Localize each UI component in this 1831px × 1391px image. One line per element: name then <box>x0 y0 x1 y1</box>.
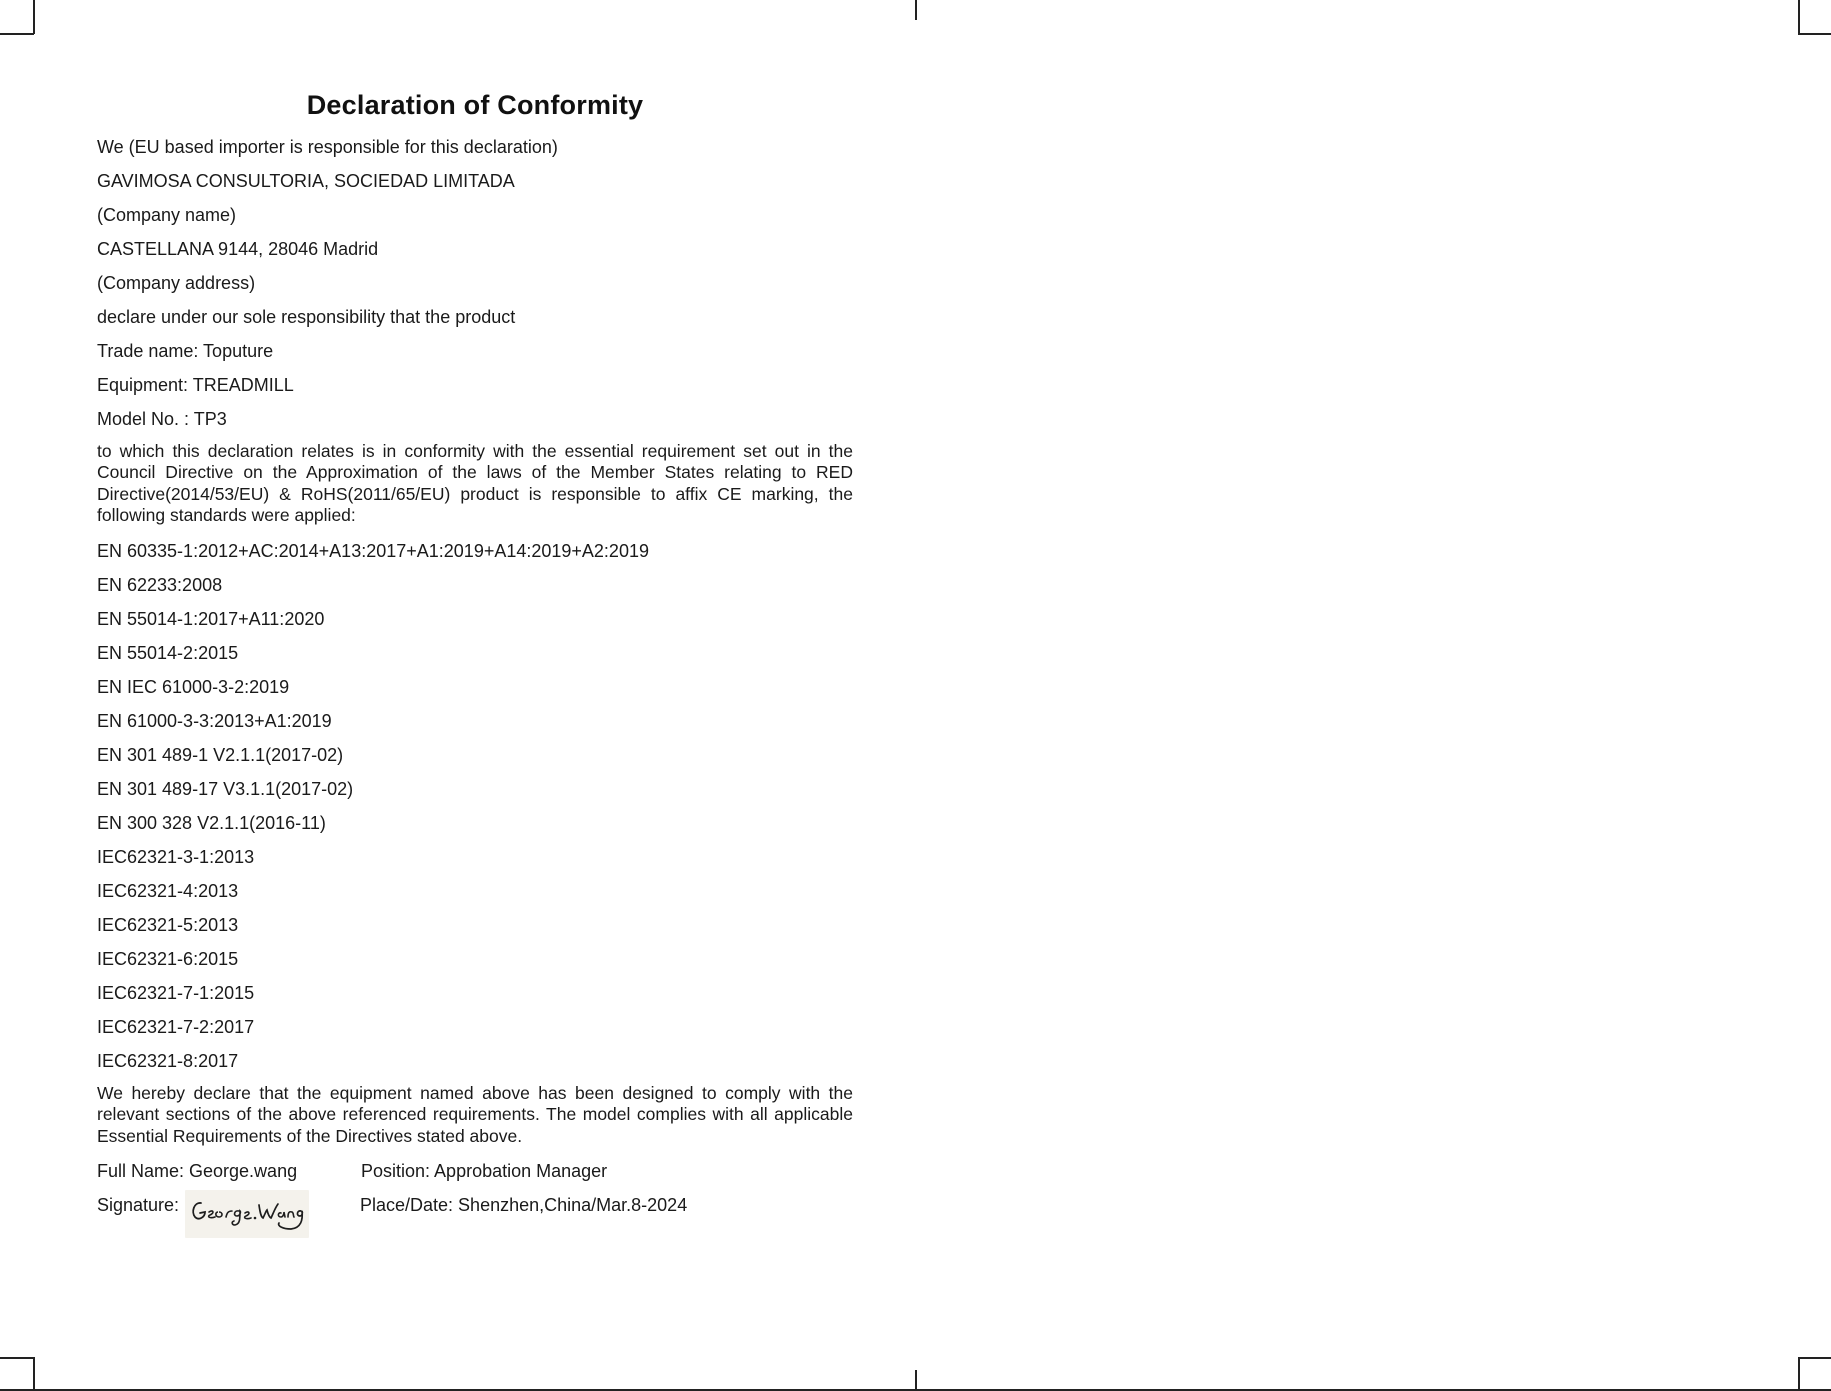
crop-mark-bottom-center <box>915 1370 917 1391</box>
standard-item: IEC62321-7-1:2015 <box>97 983 255 1003</box>
company-name: GAVIMOSA CONSULTORIA, SOCIEDAD LIMITADA <box>97 171 515 191</box>
trade-name: Trade name: Toputure <box>97 341 274 361</box>
place-date: Place/Date: Shenzhen,China/Mar.8-2024 <box>360 1195 688 1215</box>
crop-mark-top-left-h <box>0 33 34 35</box>
crop-mark-top-center <box>915 0 917 20</box>
standard-item: EN IEC 61000-3-2:2019 <box>97 677 290 697</box>
standard-item: EN 301 489-17 V3.1.1(2017-02) <box>97 779 354 799</box>
standard-item: IEC62321-6:2015 <box>97 949 239 969</box>
document-title: Declaration of Conformity <box>306 90 644 120</box>
crop-mark-bottom-right-h <box>1798 1357 1831 1359</box>
crop-mark-top-left-v <box>33 0 35 34</box>
crop-mark-top-right-h <box>1798 33 1831 35</box>
standard-item: IEC62321-8:2017 <box>97 1051 239 1071</box>
crop-mark-bottom-right-v <box>1798 1357 1800 1391</box>
full-name: Full Name: George.wang <box>97 1161 298 1181</box>
position: Position: Approbation Manager <box>361 1161 608 1181</box>
handwritten-signature <box>185 1190 309 1238</box>
crop-mark-top-right-v <box>1798 0 1800 34</box>
company-address-caption: (Company address) <box>97 273 256 293</box>
standard-item: IEC62321-3-1:2013 <box>97 847 255 867</box>
standard-item: EN 60335-1:2012+AC:2014+A13:2017+A1:2019+A14:2019+A2:2019 <box>97 541 649 561</box>
equipment: Equipment: TREADMILL <box>97 375 294 395</box>
intro-line: We (EU based importer is responsible for this declaration) <box>97 137 558 157</box>
signature-image <box>185 1190 309 1238</box>
standard-item: EN 61000-3-3:2013+A1:2019 <box>97 711 332 731</box>
company-address: CASTELLANA 9144, 28046 Madrid <box>97 239 379 259</box>
standard-item: EN 301 489-1 V2.1.1(2017-02) <box>97 745 344 765</box>
crop-mark-bottom-left-h <box>0 1357 34 1359</box>
model-number: Model No. : TP3 <box>97 409 227 429</box>
signature-label: Signature: <box>97 1195 180 1215</box>
standard-item: IEC62321-7-2:2017 <box>97 1017 255 1037</box>
crop-mark-bottom-left-v <box>33 1357 35 1391</box>
declare-statement: declare under our sole responsibility that the product <box>97 307 516 327</box>
bottom-edge-line <box>0 1389 1831 1391</box>
company-name-caption: (Company name) <box>97 205 237 225</box>
standard-item: EN 55014-2:2015 <box>97 643 239 663</box>
standard-item: EN 62233:2008 <box>97 575 223 595</box>
conformity-paragraph: to which this declaration relates is in conformity with the essential requirement set out in the Council Directive on the Approximation of the laws of the Member States relating to RED Directive(2014/53/EU) & RoHS(2011/65/EU) product is responsible to affix CE marking, the following standards were applied: <box>97 441 853 525</box>
closing-paragraph: We hereby declare that the equipment named above has been designed to comply with the relevant sections of the above referenced requirements. The model complies with all applicable Essential Requirements of the Directives stated above. <box>97 1083 853 1146</box>
standard-item: IEC62321-4:2013 <box>97 881 239 901</box>
standard-item: EN 55014-1:2017+A11:2020 <box>97 609 325 629</box>
standard-item: IEC62321-5:2013 <box>97 915 239 935</box>
standard-item: EN 300 328 V2.1.1(2016-11) <box>97 813 326 833</box>
